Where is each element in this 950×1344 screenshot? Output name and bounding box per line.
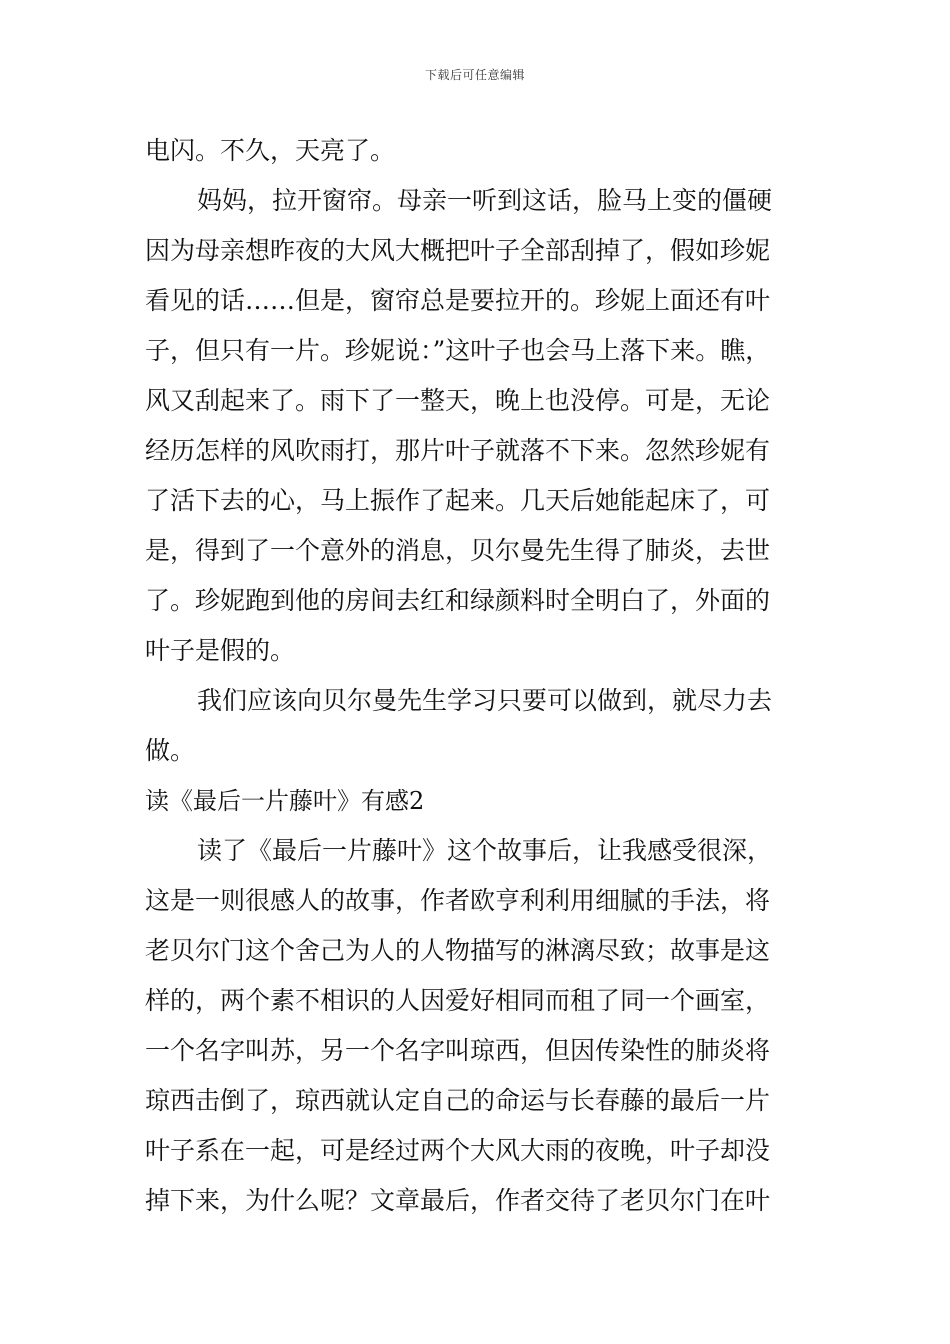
text-line: 做。	[145, 736, 196, 765]
text-line: 是，得到了一个意外的消息，贝尔曼先生得了肺炎，去世	[145, 536, 771, 565]
page-header: 下载后可任意编辑	[424, 68, 525, 82]
text-line: 风又刮起来了。雨下了一整天，晚上也没停。可是，无论	[145, 386, 771, 415]
text-line: 因为母亲想昨夜的大风大概把叶子全部刮掉了，假如珍妮	[145, 236, 771, 265]
section-heading: 读《最后一片藤叶》有感2	[145, 787, 425, 815]
text-line: 了。珍妮跑到他的房间去红和绿颜料时全明白了，外面的	[145, 586, 771, 615]
text-line: 老贝尔门这个舍己为人的人物描写的淋漓尽致；故事是这	[145, 936, 771, 965]
text-line: 样的，两个素不相识的人因爱好相同而租了同一个画室，	[145, 986, 771, 1015]
document-body	[145, 126, 815, 1226]
text-line: 子，但只有一片。珍妮说：”这叶子也会马上落下来。瞧，	[145, 336, 771, 365]
text-line: 看见的话……但是，窗帘总是要拉开的。珍妮上面还有叶	[145, 286, 771, 315]
text-line: 了活下去的心，马上振作了起来。几天后她能起床了，可	[145, 486, 771, 515]
text-line: 妈妈，拉开窗帘。母亲一听到这话，脸马上变的僵硬	[197, 186, 773, 215]
text-line: 读了《最后一片藤叶》这个故事后，让我感受很深，	[197, 836, 773, 865]
text-line: 叶子是假的。	[145, 636, 296, 665]
text-line: 经历怎样的风吹雨打，那片叶子就落不下来。忽然珍妮有	[145, 436, 771, 465]
text-line: 一个名字叫苏，另一个名字叫琼西，但因传染性的肺炎将	[145, 1036, 771, 1065]
text-line: 这是一则很感人的故事，作者欧亨利利用细腻的手法，将	[145, 886, 771, 915]
text-line: 掉下来，为什么呢？文章最后，作者交待了老贝尔门在叶	[145, 1186, 771, 1215]
text-line: 叶子系在一起，可是经过两个大风大雨的夜晚，叶子却没	[145, 1136, 771, 1165]
text-line: 琼西击倒了，琼西就认定自己的命运与长春藤的最后一片	[145, 1086, 771, 1115]
text-line: 电闪。不久，天亮了。	[145, 136, 396, 165]
text-line: 我们应该向贝尔曼先生学习只要可以做到，就尽力去	[197, 686, 773, 715]
